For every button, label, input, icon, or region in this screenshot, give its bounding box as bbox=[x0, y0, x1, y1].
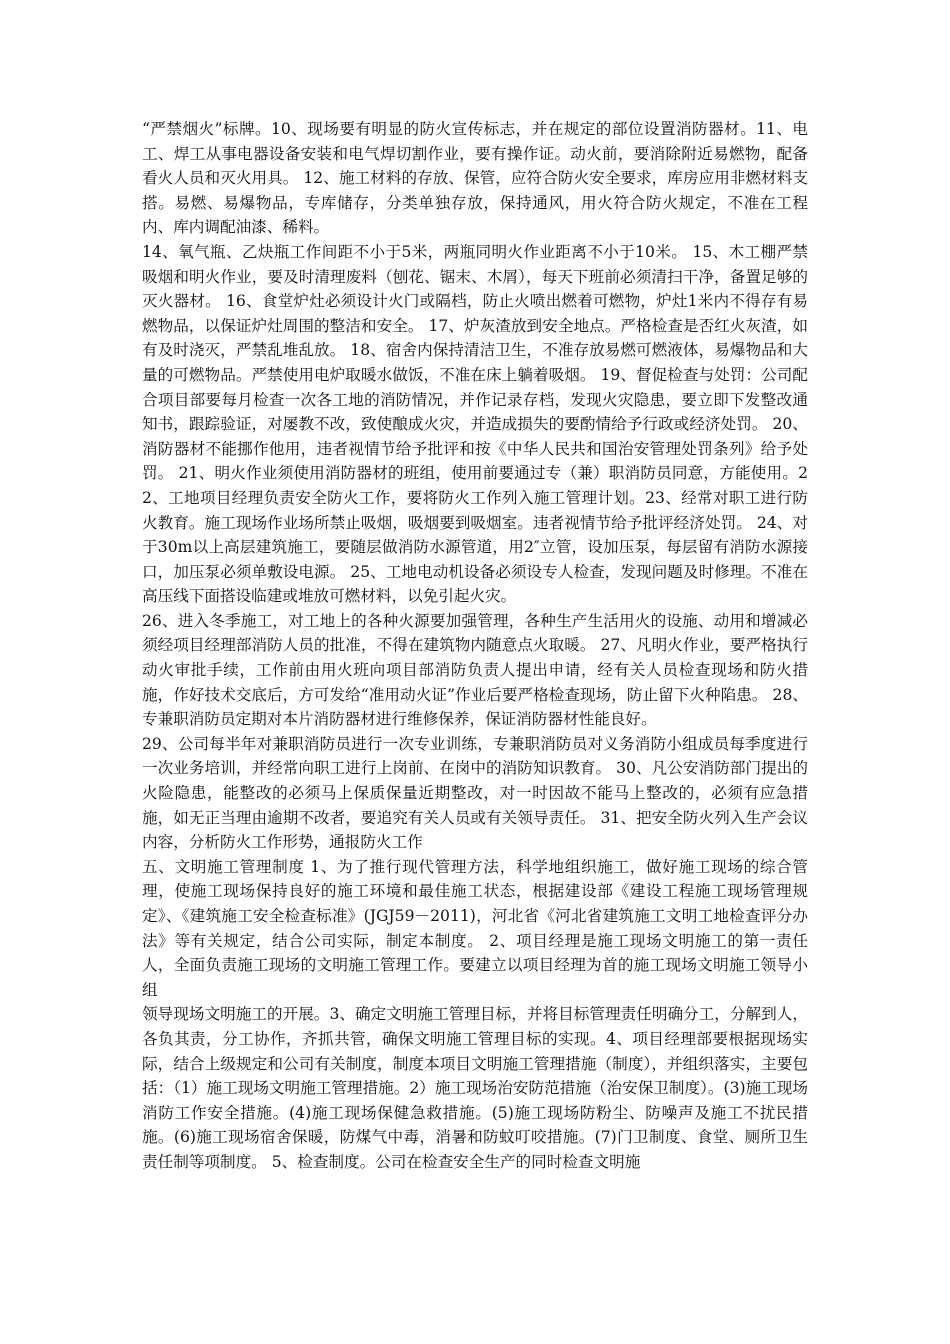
paragraph-fire-safety-rules-29-31: 29、公司每半年对兼职消防员进行一次专业训练，专兼职消防员对义务消防小组成员每季度进行一次业务培训，并经常向职工进行上岗前、在岗中的消防知识教育。 30、凡公安消防部门提出的火险隐患，能整改的必须马上保质保量近期整改，对一时因故不能马上整改的，必须有应急措施，如无正当理由逾期不改者，要追究有关人员或有关领导责任。 31、把安全防火列入生产会议内容，分析防火工作形势，通报防火工作 bbox=[142, 734, 808, 852]
paragraph-fire-safety-rules-26-28: 26、进入冬季施工，对工地上的各种火源要加强管理，各种生产生活用火的设施、动用和增减必须经项目经理部消防人员的批准，不得在建筑物内随意点火取暖。 27、凡明火作业，要严格执行动火审批手续，工作前由用火班向项目部消防负责人提出申请，经有关人员检查现场和防火措施，作好技术交底后，方可发给“准用动火证”作业后要严格检查现场，防止留下火种陷患。 28、专兼职消防员定期对本片消防器材进行维修保养，保证消防器材性能良好。 bbox=[142, 611, 808, 729]
paragraph-fire-safety-rules-14-25: 14、氧气瓶、乙炔瓶工作间距不小于5米，两瓶同明火作业距离不小于10米。 15、木工棚严禁吸烟和明火作业，要及时清理废料（刨花、锯末、木屑），每天下班前必须清扫干净，备置足够的灭火器材。 16、食堂炉灶必须设计火门或隔档，防止火喷出燃着可燃物，炉灶1米内不得存有易燃物品，以保证炉灶周围的整洁和安全。 17、炉灰渣放到安全地点。严格检查是否红火灰渣，如有及时浇灭，严禁乱堆乱放。 18、宿舍内保持清洁卫生，不准存放易燃可燃液体，易爆物品和大量的可燃物品。严禁使用电炉取暖水做饭，不准在床上躺着吸烟。 19、督促检查与处罚：公司配合项目部要每月检查一次各工地的消防情况，并作记录存档，发现火灾隐患，要立即下发整改通知书，跟踪验证，对屡教不改，致使酿成火灾，并造成损失的要酌情给予行政或经济处罚。 20、消防器材不能挪作他用，违者视情节给予批评和按《中华人民共和国治安管理处罚条列》给予处罚。 21、明火作业须使用消防器材的班组，使用前要通过专（兼）职消防员同意，方能使用。22、工地项目经理负责安全防火工作，要将防火工作列入施工管理计划。23、经常对职工进行防火教育。施工现场作业场所禁止吸烟，吸烟要到吸烟室。违者视情节给予批评经济处罚。 24、对于30m以上高层建筑施工，要随层做消防水源管道，用2″立管，设加压泵，每层留有消防水源接口，加压泵必须单敷设电源。 25、工地电动机设备必须设专人检查，发现问题及时修理。不准在高压线下面搭设临建或堆放可燃材料，以免引起火灾。 bbox=[142, 242, 808, 606]
paragraph-fire-safety-rules-10-12: “严禁烟火”标牌。10、现场要有明显的防火宣传标志，并在规定的部位设置消防器材。11、电工、焊工从事电器设备安装和电气焊切割作业，要有操作证。动火前，要消除附近易燃物，配备看火人员和灭火用具。 12、施工材料的存放、保管，应符合防火安全要求，库房应用非燃材料支搭。易燃、易爆物品，专库储存，分类单独存放，保持通风，用火符合防火规定，不准在工程内、库内调配油漆、稀料。 bbox=[142, 120, 808, 237]
body-text bbox=[142, 117, 808, 1175]
paragraph-civilized-construction-measures: 领导现场文明施工的开展。3、确定文明施工管理目标，并将目标管理责任明确分工，分解到人，各负其责，分工协作，齐抓共管，确保文明施工管理目标的实现。4、项目经理部要根据现场实际，结合上级规定和公司有关制度，制度本项目文明施工管理措施（制度），并组织落实，主要包括：（1）施工现场文明施工管理措施。2）施工现场治安防范措施（治安保卫制度）。(3)施工现场消防工作安全措施。(4)施工现场保健急救措施。(5)施工现场防粉尘、防噪声及施工不扰民措施。(6)施工现场宿舍保暖，防煤气中毒，消暑和防蚊叮咬措施。(7)门卫制度、食堂、厕所卫生责任制等项制度。 5、检查制度。公司在检查安全生产的同时检查文明施 bbox=[142, 1005, 808, 1171]
paragraph-civilized-construction-intro: 五、文明施工管理制度 1、为了推行现代管理方法，科学地组织施工，做好施工现场的综合管理，使施工现场保持良好的施工环境和最佳施工状态，根据建设部《建设工程施工现场管理规定》、《建筑施工安全检查标准》(JGJ59－2011)，河北省《河北省建筑施工文明工地检查评分办法》等有关规定，结合公司实际，制定本制度。 2、项目经理是施工现场文明施工的第一责任人，全面负责施工现场的文明施工管理工作。要建立以项目经理为首的施工现场文明施工领导小组 bbox=[142, 857, 808, 999]
